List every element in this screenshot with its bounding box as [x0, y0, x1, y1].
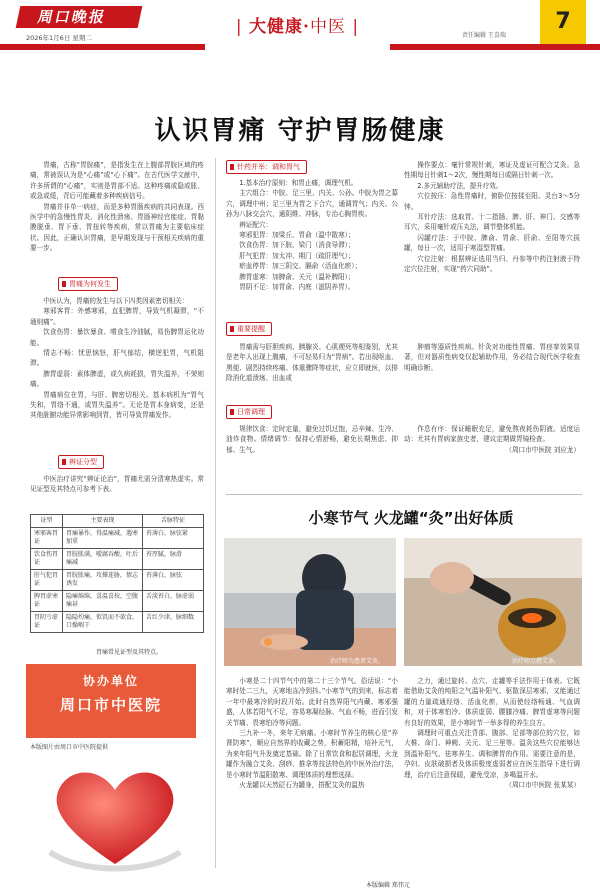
- sponsor-name: 周口市中医院: [59, 696, 162, 714]
- photo1-caption: 治疗师为患者艾灸。: [330, 658, 385, 665]
- table-cell: 隐隐灼痛，似饥而不欲食，口燥咽干: [63, 612, 143, 633]
- table-cell: 肝气犯胃证: [31, 570, 63, 591]
- footer-editor: 本版编辑 郑伟元: [366, 882, 410, 889]
- section-separator: ·: [303, 17, 310, 37]
- table-cell: 胃阴亏虚证: [31, 612, 63, 633]
- sponsor-banner: [26, 664, 196, 738]
- why-para: 脾胃虚弱：素体脾虚，或久病耗损，胃失温养，不荣则痛。: [30, 369, 204, 389]
- moxa-para: 之力，通过旋转、点穴、走罐等手法作用于体表。它既能借助艾灸的纯阳之气温补阳气、驱散深层寒邪，又能通过罐的力量疏通经络、活血化瘀，从而使经络畅通、气血调和，对于体寒怕冷、体质虚弱、腰膝冷痛、脾胃虚寒等问题有良好的效果，是小寒时节一举多得的养生良方。: [404, 677, 580, 727]
- column-divider: [215, 158, 216, 868]
- table-header: 证型: [31, 515, 63, 528]
- photo-moxa-tool: [404, 538, 582, 666]
- table-cell: 舌淡苔白，脉虚弱: [143, 591, 204, 612]
- ops-para: 操作要点：毫针常规针刺，寒证及虚证可配合艾灸。急性期每日针刺1～2次，慢性期每日或隔日针刺一次。: [404, 161, 580, 180]
- acup-para: 肝气犯胃：加太冲、期门（疏肝理气）；: [239, 251, 355, 260]
- why-para: 胃痛病位在胃，与肝、脾密切相关。基本病机为“胃气失和，胃络不通，或胃失温养”。无论是胃本身病变，还是其他脏腑功能异常影响到胃，皆可导致胃痛发作。: [30, 390, 204, 420]
- table-row: [31, 591, 204, 612]
- why-title: 胃痛为何发生: [58, 277, 118, 291]
- notice-para: 肿瘤等器质性疾病。针灸对功能性胃痛、胃痉挛效果显著，但对器质性病变仅起辅助作用，务必结合现代医学检查明确诊断。: [404, 343, 580, 372]
- page-number: 7: [540, 0, 586, 44]
- table-cell: 胃痛暴作，得温痛减，遇寒加重: [63, 528, 143, 549]
- masthead-band: [0, 44, 600, 50]
- why-para: 情志不畅：忧思恼怒，肝气郁结，横逆犯胃，气机阻滞。: [30, 349, 204, 368]
- moxa-para: 火龙罐以天然砭石为罐身，搭配艾灸的温热: [239, 781, 365, 790]
- masthead: [0, 0, 600, 62]
- acup-para: 1.基本治疗原则：和胃止痛，调理气机。: [239, 179, 358, 187]
- table-cell: 脾胃虚寒证: [31, 591, 63, 612]
- table-cell: 胃脘胀满，嗳腐吞酸，吐后痛减: [63, 549, 143, 570]
- table-cell: 苔薄白，脉弦紧: [143, 528, 204, 549]
- photo-illustration: [404, 538, 582, 666]
- intro-para: 胃痛并非单一病症，而是多种胃肠疾病的共同表现。西医学中的急慢性胃炎、消化性溃疡、胃肠神经官能症、胃黏膜脱垂、胃下垂、胃扭转等疾病，常以胃痛为主要临床症状。因此，正确认识胃痛，是早期发现与干预相关疾病的重要一步。: [30, 202, 204, 253]
- daily-text-right: [404, 424, 580, 480]
- moxa-para: 调理时可重点关注背部、腹部、足部等部位的穴位，如大椎、命门、神阙、关元、足三里等。温灸这些穴位能够达到温补阳气、祛寒养生、调和脾胃的作用。需要注意的是，孕妇、皮肤破损者及体质极度虚弱者应在医生指导下进行调理，治疗后注意保暖，避免受凉，多喝温开水。: [404, 729, 580, 779]
- moxa-para: 三九补一冬，来年无病痛。小寒时节养生的核心是“养肾防寒”，顺应自然界的收藏之势，积蓄阳精，培补元气，为来年阳气升发奠定基础。除了日常饮食和起居调理，火龙罐作为融合艾灸、刮痧、推拿等技法特色的中医外治疗法，是小寒时节温阳散寒、调理体质的理想选择。: [226, 729, 398, 779]
- table-caption: 胃痛常见证型及其特点。: [96, 649, 163, 656]
- syndrome-title: 辨证分型: [58, 455, 104, 469]
- daily-byline: （周口市中医院 刘应龙）: [505, 445, 580, 454]
- table-cell: 胃脘胀痛，攻撑连胁，情志诱发: [63, 570, 143, 591]
- table-cell: 苔薄白，脉弦: [143, 570, 204, 591]
- main-headline: 认识胃痛 守护胃肠健康: [154, 116, 446, 146]
- issue-date: 2026年1月6日 星期二: [26, 34, 92, 42]
- why-para: 饮食伤胃：暴饮暴食、嗜食生冷油腻，易伤脾胃运化功能。: [30, 328, 204, 347]
- table-cell: 饮食伤胃证: [31, 549, 63, 570]
- page-editor: 责任编辑 王喜瑞: [462, 32, 506, 39]
- ops-para: 穴位按压：急性胃痛时，俯卧位按揉至阳、灵台3～5分钟。: [404, 192, 580, 211]
- table-row: [31, 528, 204, 549]
- why-para: 寒邪客胃：外感寒邪，直犯脾胃，导致气机凝滞，“不通则痛”。: [30, 307, 204, 326]
- notice-title: 重要提醒: [226, 322, 272, 336]
- table-cell: 寒邪客胃证: [31, 528, 63, 549]
- acup-para: 主穴组合：中脘、足三里、内关、公孙。中脘为胃之募穴，调理中州；足三里为胃之下合穴，通调胃气；内关、公孙为八脉交会穴，通阴维、冲脉，专治心胸胃疾。: [226, 189, 398, 219]
- ops-para: 耳针疗法：选取胃、十二指肠、脾、肝、神门、交感等耳穴，采用毫针或压丸法，调节整体机能。: [404, 213, 580, 232]
- daily-para: 规律饮食：定时定量，避免过饥过饱，忌辛辣、生冷、油炸食物。情绪调节：保持心情舒畅，避免长期焦虑、抑郁、生气。: [226, 425, 398, 454]
- section-main: 大健康: [249, 17, 304, 37]
- syndrome-text: [30, 474, 204, 508]
- operation-text: [404, 160, 580, 316]
- acupuncture-title: 针药并举：调和胃气: [226, 160, 307, 174]
- moxa-para: 小寒是二十四节气中的第二十三个节气。俗话说：“小寒时处二三九，天寒地冻冷到抖。”小寒节气的到来，标志着一年中最寒冷的时段开始。此时自然界阳气内藏、寒邪强盛，人体若阳气不足，容易寒凝经脉、气血不畅，进而引发关节痛、畏寒怕冷等问题。: [226, 677, 398, 727]
- table-header: 舌脉特征: [143, 515, 204, 528]
- photo-moxibustion-patient: [224, 538, 396, 666]
- photo-credit: 本版图片由周口市中医院提供: [30, 744, 109, 751]
- photo-illustration: [224, 538, 396, 666]
- table-cell: 苔厚腻，脉滑: [143, 549, 204, 570]
- table-header: 主要表现: [63, 515, 143, 528]
- table-row: [31, 549, 204, 570]
- photo2-caption: 治疗师点燃艾条。: [512, 658, 561, 665]
- section-sub: 中医: [309, 17, 346, 37]
- ops-para: 闪罐疗法：于中脘、脾俞、胃俞、肝俞、至阳等穴拔罐，每日一次，适用于寒湿型胃痛。: [404, 233, 580, 253]
- intro-para: 胃痛，古称“胃脘痛”，是指发生在上腹部胃脘区域的疼痛，常被误认为是“心痛”或“心下痛”。在古代医学文献中，许多所谓的“心痛”，实则是胃部不适。这种疼痛或隐或胀、或急或缓，背后可能藏着多种疾病信号。: [30, 161, 204, 201]
- acupuncture-text: [226, 178, 398, 314]
- acup-para: 瘀血停胃：加三阴交、膈俞（活血化瘀）；: [239, 262, 362, 271]
- why-text: [30, 296, 204, 452]
- syndrome-table: [30, 514, 204, 633]
- daily-para: 作息有序：保证睡眠充足，避免熬夜耗伤阴液。适度运动：尤其有胃病家族史者，建议定期做胃镜检查。: [404, 425, 580, 444]
- heart-illustration: [40, 756, 190, 876]
- acup-para: 胃阴不足：加胃俞、内庭（滋阴养胃）。: [239, 283, 355, 292]
- acup-para: 脾胃虚寒：加脾俞、关元（温补脾阳）；: [239, 272, 355, 281]
- sponsor-label: 协办单位: [82, 674, 139, 688]
- intro-text: [30, 160, 204, 276]
- why-para: 中医认为，胃痛的发生与以下四类因素密切相关：: [43, 297, 189, 305]
- table-cell: 舌红少津，脉细数: [143, 612, 204, 633]
- heart-icon: [57, 773, 174, 864]
- section-title: | 大健康·中医 |: [235, 17, 360, 37]
- moxa-headline: 小寒节气 火龙罐“灸”出好体质: [308, 509, 514, 527]
- daily-text-left: [226, 424, 398, 480]
- daily-title: 日常调理: [226, 405, 272, 419]
- notice-text-right: [404, 342, 580, 396]
- table-cell: 隐痛绵绵，喜温喜按，空腹痛甚: [63, 591, 143, 612]
- acup-para: 饮食伤胃：加下脘、梁门（消食导滞）；: [239, 241, 355, 250]
- table-row: [31, 612, 204, 633]
- acup-para: 寒邪犯胃：加梁丘、胃俞（温中散寒）；: [239, 231, 355, 240]
- moxa-text-right: [404, 676, 580, 872]
- moxa-text-left: [226, 676, 398, 872]
- acup-para: 辨证配穴：: [239, 220, 273, 229]
- table-row: [31, 570, 204, 591]
- notice-para: 胃痛需与肝胆疾病、胰腺炎、心肌梗死等相鉴别，尤其是老年人出现上腹痛，不可轻易归为“胃病”。若出现呕血、黑便、剧烈持续疼痛、体重骤降等症状，应立即就医，以排除消化道溃疡、出血或: [226, 343, 398, 383]
- syndrome-para: 中医治疗讲究“辨证论治”，胃痛尤需分清寒热虚实。常见证型及其特点可参考下表。: [30, 475, 204, 494]
- ops-para: 2.多元辅助疗法，提升疗效。: [417, 181, 503, 190]
- ops-para: 穴位注射：根据辨证选用当归、丹参等中药注射液于特定穴位注射，实现“药穴同助”。: [404, 254, 580, 274]
- moxa-byline: （周口市中医院 张某某）: [505, 781, 580, 790]
- notice-text-left: [226, 342, 398, 396]
- newspaper-logo: 周口晚报: [16, 6, 143, 28]
- section-divider: [226, 494, 582, 495]
- table-header-row: [31, 515, 204, 528]
